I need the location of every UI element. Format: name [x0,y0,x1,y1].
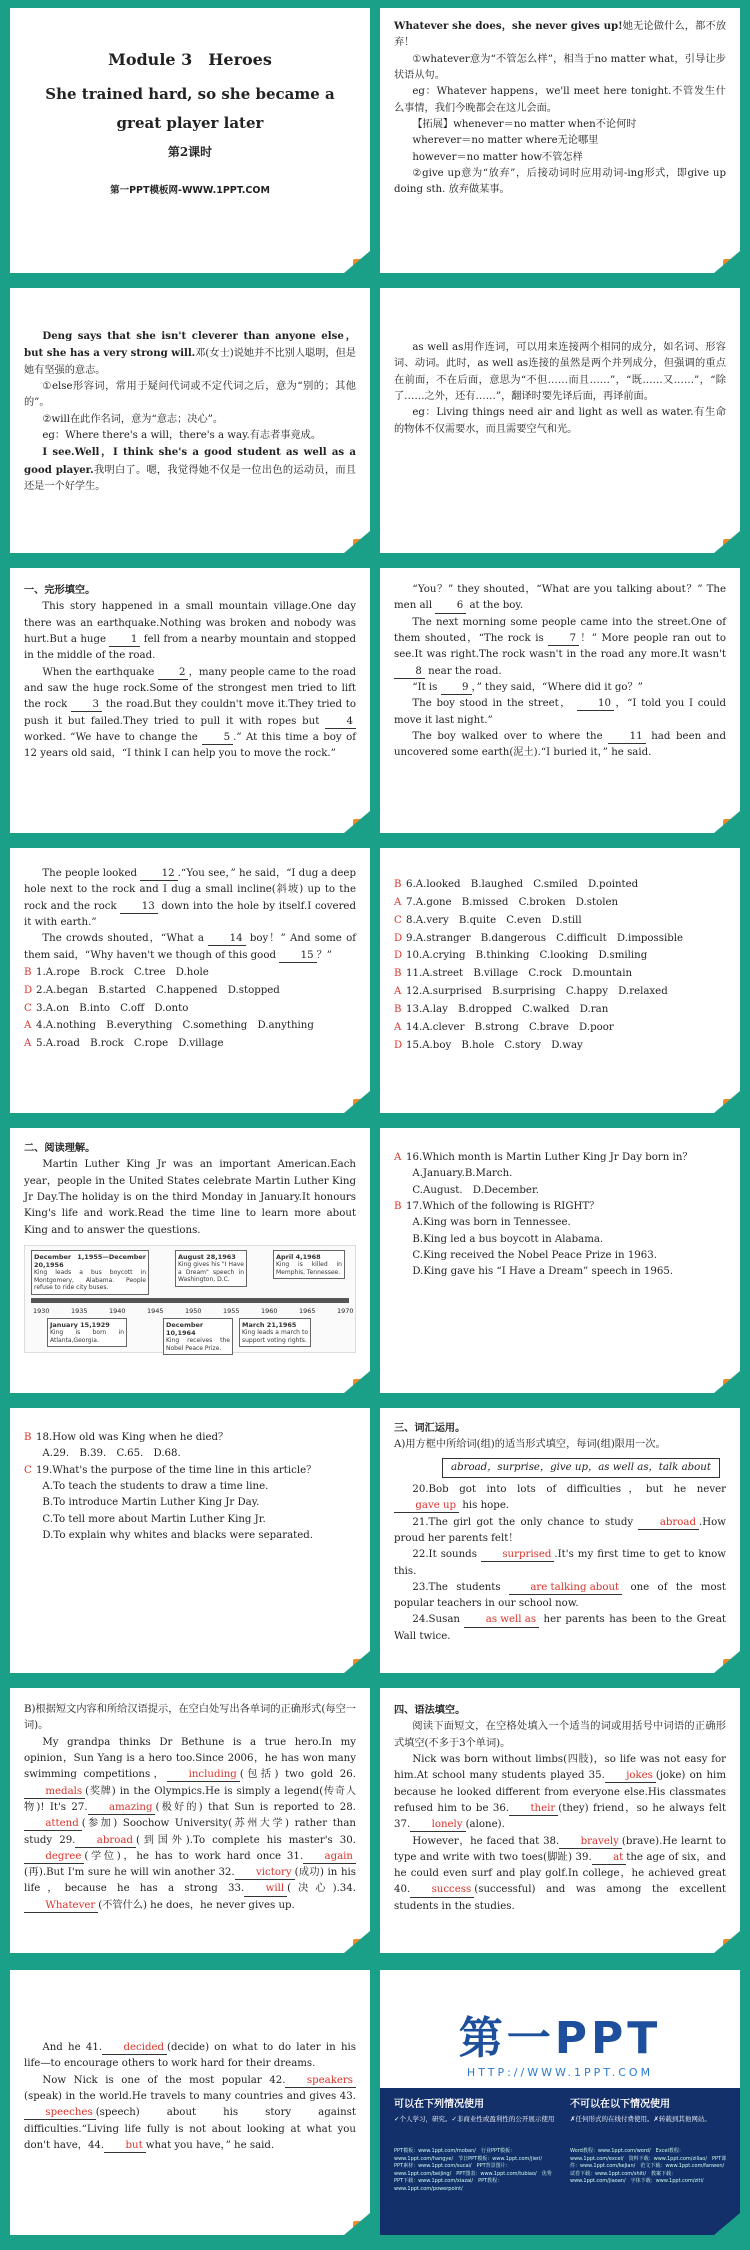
answer-mark: A [394,896,402,908]
blank: 4 [325,716,356,729]
passage-text: .“You see，” he said，“I dug a deep hole next to the rock and I dug a small incline(斜坡) up to the rock and the rock [24,868,356,912]
option-row [24,982,356,1000]
corner-decoration [723,1939,737,1950]
option-row [394,876,726,894]
timeline-year: 1950 [185,1306,202,1315]
timeline-year: 1970 [337,1306,354,1315]
answer-mark: B [394,1200,402,1212]
passage-text: (alone). [465,1819,505,1831]
timeline-axis [31,1298,349,1303]
question: 22.It sounds [412,1549,477,1561]
slide-cloze-2 [380,568,740,833]
answer-mark: D [394,932,403,944]
passage-text: Nick was born without limbs(四肢)，so life was not easy for him.At school many students played 35. [394,1753,726,1782]
passage-text: When the earthquake [42,666,155,678]
translation: 邓(女士)说她并不比别人聪明，但是她有坚强的意志。 [24,348,356,376]
option-text: 8.A.very B.quite C.even D.still [406,914,582,926]
passage-text: what you have，” he said. [145,2139,275,2151]
option-row [394,1001,726,1019]
option-text: 1.A.rope B.rock C.tree D.hole [36,966,209,978]
blank: 2 [158,667,189,680]
passage-text: near the road. [428,665,502,677]
corner-decoration [723,1379,737,1390]
section-heading: 一、完形填空。 [24,584,96,596]
option-list [394,876,726,1054]
answer-mark: A [24,1038,32,1050]
answer-mark: B [394,879,402,890]
corner-decoration [353,1939,367,1950]
option: B.To introduce Martin Luther King Jr Day. [42,1497,260,1509]
option-row [394,894,726,912]
timeline-year: 1945 [147,1306,164,1315]
answer: but [104,2140,146,2153]
blank: 8 [394,666,425,679]
example: eg：Whatever happens，we'll meet here tonight.不管发生什么事情，我们今晚都会在这儿会面。 [394,86,726,114]
slide-vocabulary-a [380,1408,740,1673]
question: 21.The girl got the only chance to study [412,1516,634,1528]
answer: attend [24,1818,82,1831]
passage-text: (joke) on him because he looked different from everyone else.His classmates refused him to be 36. [394,1770,726,1814]
question: 20.Bob got into lots of difficulties，but he never [412,1483,726,1495]
answer: abroad [75,1835,136,1848]
answer-mark: C [394,914,402,926]
passage-text: This story happened in a small mountain village.One day there was an earthquake.Nothing was broken and nobody was hurt.But a huge [24,601,356,645]
passage-text: (不管什么) he does，he never gives up. [98,1899,295,1911]
timeline-event: December 10,1964 King receives the Nobel Peace Prize. [163,1318,233,1355]
answer: their [509,1803,558,1816]
option-text: 2.A.began B.started C.happened D.stopped [36,984,280,996]
slide-title [10,8,370,273]
timeline-event: April 4,1968 King is killed in Memphis, Tennessee. [273,1250,345,1279]
timeline-year: 1940 [109,1306,126,1315]
option-text: 5.A.road B.rock C.rope D.village [36,1038,224,1050]
passage-text: ，“I told you I could move it last night.” [394,698,726,726]
answer-mark: B [394,1003,402,1015]
option-row [394,947,726,965]
option: A.To teach the students to draw a time line. [42,1480,269,1492]
corner-decoration [353,2221,367,2232]
passage-text: (奖牌) in the Olympics.He is simply a legend(传奇人物)! It's 27. [24,1785,356,1813]
answer-mark: B [24,1432,32,1443]
instructions: 阅读下面短文，在空格处填入一个适当的词或用括号中词语的正确形式填空(不多于3个单词)。 [394,1721,726,1749]
corner-decoration [353,1379,367,1390]
passage-text: (speech) about his story against difficulties.“Living life fully is not about looking at what you don't have，44. [24,2107,356,2151]
blank: 15 [279,950,316,963]
passage-text: boy！” And some of them said，“Why haven't we though of this good [24,933,356,961]
option-text: 13.A.lay B.dropped C.walked D.ran [406,1003,609,1015]
answer-mark: B [394,968,402,980]
corner-decoration [723,1099,737,1110]
brand-url[interactable]: HTTP://WWW.1PPT.COM [466,2066,654,2079]
slide-cloze-options [380,848,740,1113]
passage-text: The people looked [42,868,138,879]
answer-mark: C [24,1464,32,1476]
answer: victory [235,1867,295,1880]
slide-cloze-1 [10,568,370,833]
answer: degree [24,1851,84,1864]
option-text: 14.A.clever B.strong C.brave D.poor [406,1021,614,1033]
question: his hope. [462,1500,510,1512]
passage-text: fell from a nearby mountain and stopped in the middle of the road. [24,633,356,662]
option-list [24,964,356,1053]
option-text: 3.A.on B.into C.off D.onto [36,1002,189,1014]
slide-vocabulary-b [10,1688,370,1953]
translation: 我明白了。嗯，我觉得她不仅是一位出色的运动员，而且还是一个好学生。 [24,464,357,492]
passage-text: ，” they said，“Where did it go？” [471,681,643,693]
passage-text: (brave).He learnt to type and write with two toes(脚趾) 39. [394,1835,726,1863]
option-text: 10.A.crying B.thinking C.looking D.smiling [406,950,648,962]
answer-mark: D [394,950,403,962]
blank: 5 [202,732,233,745]
answer: lonely [410,1819,465,1832]
corner-decoration [353,1099,367,1110]
passage-text: The boy walked over to where the [412,730,603,742]
blank: 9 [441,682,472,695]
option-row [24,1017,356,1035]
blank: 14 [208,933,245,946]
blank: 12 [140,868,177,881]
section-heading: 三、词汇运用。 [394,1422,466,1434]
option-row [24,964,356,982]
answer: amazing [88,1802,156,1815]
brand-logo: 第一PPT [458,2013,662,2064]
slide-credits [380,1970,740,2235]
option: B.King led a bus boycott in Alabama. [412,1233,604,1245]
answer-mark: A [394,1021,402,1033]
passage-text: “It is [412,681,438,693]
passage-text: (successful) and was among the excellent students in the studies. [394,1884,726,1912]
question: 24.Susan [412,1614,460,1626]
option-row [394,965,726,983]
passage-text: The next morning some people came into the street.One of them shouted，“The rock is [394,616,726,644]
passage-text: ！” More people ran out to see.It was right.The rock wasn't in the road any more.It wasn't [394,632,726,661]
timeline-event: January 15,1929 King is born in Atlanta,Georgia. [47,1318,127,1347]
answer: again [303,1851,356,1864]
passage-text: the age of six，and he could even surf and play golf.In college，he achieved great 40. [394,1851,726,1896]
slide-cloze-3 [10,848,370,1113]
passage-text: My grandpa thinks Dr Bethune is a true hero.In my opinion，Sun Yang is a hero too.Since 2006，he has won many swimming competitions， [24,1736,356,1781]
grammar-note: as well as用作连词，可以用来连接两个相同的成分，如名词、形容词、动词。此时，as well as连接的虽然是两个并列成分，但强调的重点在前面，不在后面，意思为“不但……而且……”，“既……又……”，“除了……之外，还有……”，翻译时要先译后面，再译前面。 [394,342,726,402]
timeline-year: 1960 [261,1306,278,1315]
corner-decoration [353,539,367,550]
answer: are talking about [509,1582,622,1595]
answer: jokes [605,1770,656,1783]
passage-text: The crowds shouted，“What a [42,933,204,945]
note-2: ②give up意为“放弃”，后接动词时应用动词-ing形式，即give up doing sth. 放弃做某事。 [394,167,726,196]
question: 18.How old was King when he died？ [36,1432,229,1443]
answer: surprised [481,1549,554,1562]
passage-text: Martin Luther King Jr was an important American.Each year，people in the United States celebrate Martin Luther King Jr Day.The holiday is on the third Monday in January.It honours King's life and work.Read the time line to learn more about King and to answer the questions. [24,1159,356,1236]
passage-text: (they) friend，so he always felt 37. [394,1802,726,1831]
option: C.August. D.December. [412,1184,539,1196]
blank: 3 [71,699,102,712]
blank: 13 [120,901,157,914]
slide-whatever [380,8,740,273]
corner-decoration [723,819,737,830]
lesson-heading: She trained hard, so she became a great player later [45,85,335,132]
corner-decoration [353,819,367,830]
key-sentence: Whatever she does，she never gives up! [394,20,623,32]
passage-text: Now Nick is one of the most popular 42. [42,2074,286,2086]
blank: 1 [109,634,140,647]
answer: speeches [24,2107,96,2120]
option: A.29. B.39. C.65. D.68. [42,1448,181,1460]
corner-decoration [723,1659,737,1670]
answer: abroad [638,1517,699,1530]
passage-text: (包括) two gold 26. [239,1769,356,1781]
slide-as-well-as [380,288,740,553]
answer: medals [24,1786,85,1799]
usage-panel [380,2088,740,2235]
example: eg：Where there's a will，there's a way.有志者事竟成。 [42,429,322,441]
option-row [394,912,726,930]
instructions: B)根据短文内容和所给汉语提示，在空白处写出各单词的正确形式(每空一词)。 [24,1704,356,1732]
slide-grammar-fill [380,1688,740,1953]
option-row [24,1000,356,1018]
answer: as well as [464,1614,539,1627]
answer: including [167,1769,240,1782]
passage-text: (极好的) that Sun is reported to 28. [155,1801,356,1813]
passage-text: However，he faced that 38. [412,1835,560,1847]
passage-text: (决心).34. [287,1883,357,1895]
slide-deng [10,288,370,553]
slide-reading [10,1128,370,1393]
answer-mark: A [24,1020,32,1032]
section-heading: 四、语法填空。 [394,1704,466,1716]
slide-questions-18-19 [10,1408,370,1673]
question: .It's my first time to get to know this. [394,1549,726,1577]
word-box: abroad，surprise，give up，as well as，talk about [442,1458,720,1478]
note-1: ①whatever意为“不管怎么样”，相当于no matter what，引导让步状语从句。 [394,53,726,81]
corner-decoration [353,259,367,270]
passage-text: (学位)，he has to work hard once 31. [84,1850,304,1862]
passage-text: had been and uncovered some earth(泥土).“I buried it，” he said. [394,730,726,759]
option-row [394,930,726,948]
question: 17.Which of the following is RIGHT？ [406,1200,600,1212]
passage-text: The boy stood in the street， [412,698,572,710]
passage-text: (speak) in the world.He travels to many countries and gives 43. [24,2090,356,2102]
extension: wherever＝no matter where无论哪里 [412,135,599,147]
timeline-year: 1955 [223,1306,240,1315]
template-footer: 第一PPT模板网-WWW.1PPT.COM [110,185,270,196]
passage-text: (到国外).To complete his master's 30. [135,1834,356,1846]
timeline-event: March 21,1965 King leads a march to support voting rights. [239,1318,311,1347]
option-row [394,1019,726,1037]
timeline-year: 1930 [33,1306,50,1315]
passage-text: worked. [24,731,66,743]
answer-mark: A [394,986,402,998]
option: C.To tell more about Martin Luther King Jr. [42,1513,266,1525]
timeline-year: 1965 [299,1306,316,1315]
option-text: 12.A.surprised B.surprising C.happy D.relaxed [406,986,668,998]
answer: decided [102,2042,167,2055]
question: .How proud her parents felt！ [394,1516,726,1544]
answer: Whatever [24,1900,98,1913]
corner-decoration [723,539,737,550]
lesson-number: 第2课时 [167,145,213,159]
option: C.King received the Nobel Peace Prize in 1963. [412,1249,657,1261]
option-text: 7.A.gone B.missed C.broken D.stolen [406,896,619,908]
passage-text: the road.But they couldn't move it.They tried to push it but failed.They tried to pull it with ropes but [24,699,357,727]
passage-text: (参加) Soochow University(苏州大学) rather than study 29. [24,1818,356,1846]
link-list[interactable]: PPT模板：www.1ppt.com/moban/ 行业PPT模板：www.1ppt.com/hangye/ 节日PPT模板：www.1ppt.com/jieri/ PPT素材：www.1ppt.com/sucai/ PPT背景图片：www.1ppt.com/beijing/ PPT图表：www.1ppt.com/tubiao/ 优秀PPT下载：www.1ppt.com/xiazai/ PPT教程：www.1ppt.com/powerpoint/ [394,2148,552,2192]
module-title: Module 3 Heroes [108,50,272,69]
option-row [394,1037,726,1055]
link-list[interactable]: Word教程：www.1ppt.com/word/ Excel教程：www.1ppt.com/excel/ 资料下载：www.1ppt.com/ziliao/ PPT课件：www.1ppt.com/kejian/ 范文下载：www.1ppt.com/fanwen/ 试卷下载：www.1ppt.com/shiti/ 教案下载：www.1ppt.com/jiaoan/ 字体下载：www.1ppt.com/ziti/ [570,2148,730,2184]
option-row [394,983,726,1001]
note-1: ①else形容词，常用于疑问代词或不定代词之后，意为“别的；其他的”。 [24,380,356,409]
answer-mark: B [24,966,32,978]
blank: 10 [577,698,614,711]
option-row [24,1035,356,1053]
answer: will [244,1883,287,1896]
blank: 6 [435,600,466,613]
extension: however＝no matter how不管怎样 [412,151,583,163]
passage-text: (decide) on what to do later in his life—to encourage others to work hard for their dreams. [24,2042,356,2070]
blank: 7 [548,633,579,646]
example: eg：Living things need air and light as well as water.有生命的物体不仅需要水，而且需要空气和光。 [394,407,726,435]
translation: 她无论做什么，都不放弃！ [394,21,727,49]
slide-questions-16-17 [380,1128,740,1393]
instructions: A)用方框中所给词(组)的适当形式填空，每词(组)限用一次。 [394,1439,666,1451]
answer-mark: D [24,984,33,996]
option: A.King was born in Tennessee. [412,1217,571,1229]
option-text: 11.A.street B.village C.rock D.mountain [406,968,633,980]
passage-text: at the boy. [469,600,524,612]
passage-text: “We have to change the [70,731,198,743]
option-text: 15.A.boy B.hole C.story D.way [406,1039,583,1051]
option: D.King gave his “I Have a Dream” speech in 1965. [412,1266,674,1278]
timeline-year: 1935 [71,1306,88,1315]
passage-text: ？” [316,949,332,961]
passage-text: .” At this time a boy of 12 years old said，“I think I can help you to move the rock.” [24,731,356,760]
timeline-figure [24,1245,356,1353]
answer: gave up [394,1500,459,1513]
answer: success [410,1884,474,1897]
allowed-use: 可以在下列情况使用 ✓个人学习，研究。✓非商业性或盈利性的公开展示使用 [394,2099,555,2123]
slide-grammar-fill-2 [10,1970,370,2235]
timeline-event: August 28,1963 King gives his "I Have a Dream" speech in Washington, D.C. [175,1250,247,1287]
option-text: 4.A.nothing B.everything C.something D.anything [36,1020,314,1032]
option-text: 9.A.stranger B.dangerous C.difficult D.impossible [406,932,684,944]
forbidden-use: 不可以在以下情况使用 ✗任何形式的在线付费使用。✗转载到其他网站。 [570,2099,711,2123]
question: her parents has been to the Great Wall twice. [394,1614,726,1642]
timeline-event: December 1,1955—December 20,1956 King leads a bus boycott in Montgomery, Alabama. People refuse to ride city buses. [31,1250,149,1295]
answer-mark: D [394,1039,403,1051]
note-2: ②will在此作名词，意为“意志；决心”。 [42,413,224,425]
option: A.January.B.March. [412,1168,513,1180]
passage-text: And he 41. [42,2042,103,2053]
key-sentence: I see.Well，I think she's a good student as well as a good player. [24,446,356,476]
question: one of the most popular teachers in our school now. [394,1581,726,1610]
answer: at [592,1852,627,1865]
blank: 11 [608,731,645,744]
option-text: 6.A.looked B.laughed C.smiled D.pointed [406,879,639,890]
question: 19.What's the purpose of the time line in this article？ [36,1464,317,1476]
key-sentence: Deng says that she isn't cleverer than anyone else，but she has a very strong will. [24,330,356,360]
answer: bravely [559,1836,622,1849]
section-heading: 二、阅读理解。 [24,1142,96,1154]
passage-text: “You？” they shouted，“What are you talking about？” The men all [394,584,726,612]
extension: 【拓展】whenever＝no matter when不论何时 [412,118,637,130]
answer-mark: A [394,1152,402,1163]
question: 23.The students [412,1581,501,1593]
question: 16.Which month is Martin Luther King Jr Day born in？ [406,1152,693,1163]
passage-text: (成功) in his life，because he has a strong 33. [24,1867,356,1895]
corner-decoration [723,259,737,270]
option: D.To explain why whites and blacks were separated. [42,1529,314,1541]
passage-text: down into the hole by itself.I covered it with earth.” [24,900,356,928]
corner-decoration [353,1659,367,1670]
passage-text: (再).But I'm sure he will win another 32. [24,1867,235,1879]
answer: speakers [285,2075,356,2088]
answer-mark: C [24,1002,32,1014]
passage-text: ，many people came to the road and saw the huge rock.Some of the strongest men tried to lift the rock [24,666,356,711]
